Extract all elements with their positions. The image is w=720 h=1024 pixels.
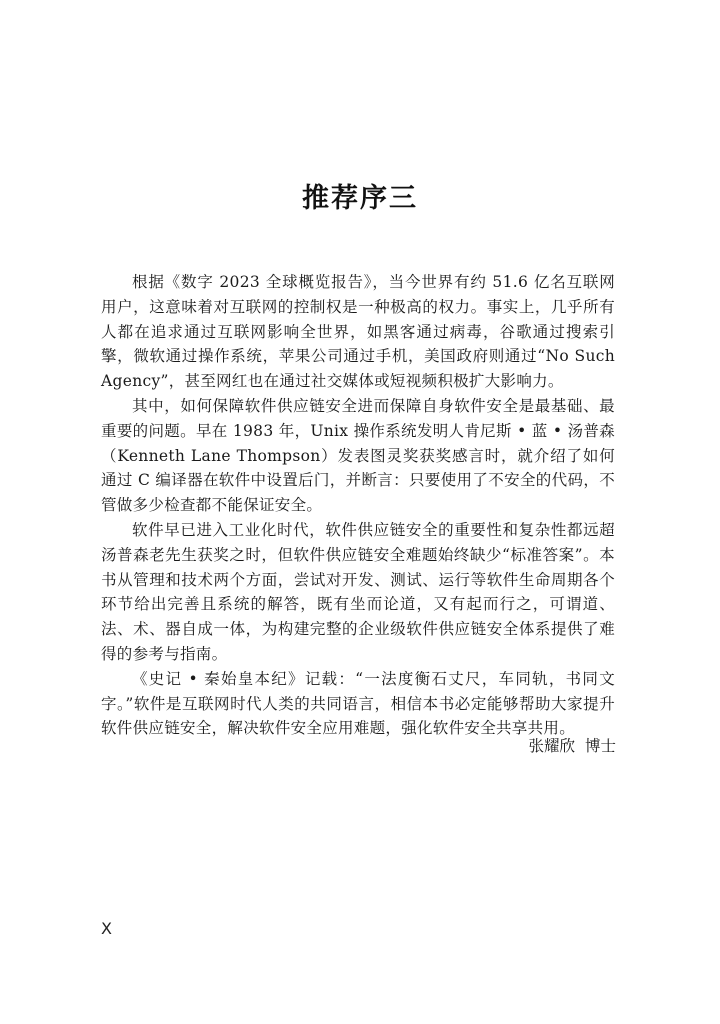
- signature-name: 张耀欣: [528, 737, 575, 755]
- paragraph-2: 其中，如何保障软件供应链安全进而保障自身软件安全是最基础、最重要的问题。早在 1983 年，Unix 操作系统发明人肯尼斯 • 蓝 • 汤普森（Kenneth Lane Thompson）发表图灵奖获奖感言时，就介绍了如何通过 C 编译器在软件中设置后门，并断言：只要使用了不安全的代码，不管做多少检查都不能保证安全。: [101, 396, 615, 515]
- paragraph-3: 软件早已进入工业化时代，软件供应链安全的重要性和复杂性都远超汤普森老先生获奖之时，但软件供应链安全难题始终缺少“标准答案”。本书从管理和技术两个方面，尝试对开发、测试、运行等软件生命周期各个环节给出完善且系统的解答，既有坐而论道，又有起而行之，可谓道、法、术、器自成一体，为构建完整的企业级软件供应链安全体系提供了难得的参考与指南。: [101, 520, 615, 663]
- paragraph-4: 《史记 • 秦始皇本纪》记载：“一法度衡石丈尺，车同轨，书同文字。”软件是互联网时代人类的共同语言，相信本书必定能够帮助大家提升软件供应链安全，解决软件安全应用难题，强化软件安全共享共用。: [101, 669, 615, 738]
- page-title: 推荐序三: [302, 183, 418, 214]
- body-text: [101, 270, 615, 741]
- paragraph-1: 根据《数字 2023 全球概览报告》，当今世界有约 51.6 亿名互联网用户，这意味着对互联网的控制权是一种极高的权力。事实上，几乎所有人都在追求通过互联网影响全世界，如黑客通过病毒，谷歌通过搜索引擎，微软通过操作系统，苹果公司通过手机，美国政府则通过“No Such Agency”，甚至网红也在通过社交媒体或短视频积极扩大影响力。: [101, 273, 615, 391]
- signature: [528, 734, 616, 756]
- signature-degree: 博士: [584, 737, 616, 755]
- page-number: X: [101, 919, 112, 938]
